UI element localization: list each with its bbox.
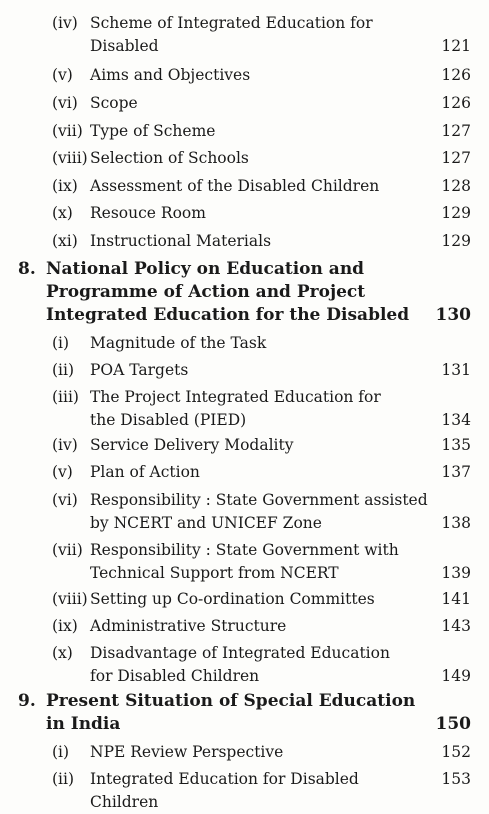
entry-number: (viii) <box>52 590 88 608</box>
chapter-number: 8. <box>18 259 36 279</box>
entry-title: Service Delivery Modality <box>90 436 294 454</box>
entry-number: (iii) <box>52 388 79 406</box>
entry-title: Selection of Schools <box>90 149 249 167</box>
chapter-title: Present Situation of Special Education in India <box>46 691 416 734</box>
toc-entry <box>0 175 489 198</box>
entry-title: Integrated Education for Disabled Children <box>90 770 359 811</box>
entry-number: (v) <box>52 66 73 84</box>
entry-title: Scope <box>90 94 138 112</box>
chapter-title: National Policy on Education and Programme of Action and Project Integrated Education for the Disabled <box>46 259 410 325</box>
entry-number: (xi) <box>52 232 78 250</box>
entry-title: NPE Review Perspective <box>90 743 284 761</box>
entry-title: Type of Scheme <box>90 122 216 140</box>
entry-page: 152 <box>441 743 471 761</box>
entry-number: (viii) <box>52 149 88 167</box>
toc-entry <box>0 539 489 585</box>
entry-title: Disadvantage of Integrated Education for Disabled Children <box>90 644 390 685</box>
chapter-number: 9. <box>18 691 36 711</box>
toc-entry <box>0 768 489 811</box>
entry-title: The Project Integrated Education for the Disabled (PIED) <box>90 388 381 429</box>
entry-page: 141 <box>441 590 471 608</box>
entry-number: (x) <box>52 204 73 222</box>
chapter-heading <box>0 258 489 327</box>
entry-page: 126 <box>441 94 471 112</box>
toc-entry <box>0 202 489 225</box>
entry-number: (vii) <box>52 541 83 559</box>
entry-number: (ii) <box>52 770 75 788</box>
entry-title: Setting up Co-ordination Committes <box>90 590 375 608</box>
entry-page: 138 <box>441 514 471 532</box>
entry-page: 129 <box>441 232 471 250</box>
entry-number: (vi) <box>52 491 78 509</box>
entry-title: Administrative Structure <box>90 617 287 635</box>
entry-page: 137 <box>441 463 471 481</box>
toc-entry <box>0 434 489 457</box>
toc-entry <box>0 461 489 484</box>
chapter-page: 130 <box>435 305 471 325</box>
entry-title: Aims and Objectives <box>90 66 251 84</box>
toc-entry <box>0 615 489 638</box>
toc-entry <box>0 642 489 688</box>
entry-number: (vi) <box>52 94 78 112</box>
toc-entry <box>0 230 489 253</box>
toc-entry <box>0 332 489 355</box>
entry-number: (x) <box>52 644 73 662</box>
entry-title: Assessment of the Disabled Children <box>90 177 380 195</box>
entry-number: (iv) <box>52 14 78 32</box>
entry-page: 128 <box>441 177 471 195</box>
entry-page: 131 <box>441 361 471 379</box>
entry-title: Scheme of Integrated Education for Disabled <box>90 14 373 55</box>
chapter-heading <box>0 690 489 736</box>
entry-page: 149 <box>441 667 471 685</box>
entry-title: Resouce Room <box>90 204 206 222</box>
toc-entry <box>0 359 489 382</box>
entry-title: Plan of Action <box>90 463 200 481</box>
entry-number: (ii) <box>52 361 75 379</box>
entry-title: Responsibility : State Government assisted by NCERT and UNICEF Zone <box>90 491 428 532</box>
entry-page: 121 <box>441 37 471 55</box>
entry-title: Responsibility : State Government with Technical Support from NCERT <box>90 541 399 582</box>
entry-title: Instructional Materials <box>90 232 272 250</box>
entry-number: (i) <box>52 334 70 352</box>
entry-number: (v) <box>52 463 73 481</box>
entry-page: 129 <box>441 204 471 222</box>
toc-entry <box>0 489 489 535</box>
toc-entry <box>0 64 489 87</box>
entry-page: 127 <box>441 149 471 167</box>
entry-title: Magnitude of the Task <box>90 334 267 352</box>
toc-entry <box>0 588 489 611</box>
entry-number: (i) <box>52 743 70 761</box>
entry-page: 135 <box>441 436 471 454</box>
entry-page: 139 <box>441 564 471 582</box>
entry-number: (iv) <box>52 436 78 454</box>
toc-entry <box>0 12 489 58</box>
entry-number: (ix) <box>52 617 78 635</box>
entry-page: 126 <box>441 66 471 84</box>
toc-entry <box>0 120 489 143</box>
entry-number: (ix) <box>52 177 78 195</box>
toc-entry <box>0 92 489 115</box>
entry-page: 127 <box>441 122 471 140</box>
entry-page: 153 <box>441 770 471 788</box>
toc-entry <box>0 741 489 764</box>
entry-title: POA Targets <box>90 361 189 379</box>
entry-number: (vii) <box>52 122 83 140</box>
toc-entry <box>0 386 489 432</box>
chapter-page: 150 <box>435 714 471 734</box>
toc-entry <box>0 147 489 170</box>
entry-page: 134 <box>441 411 471 429</box>
entry-page: 143 <box>441 617 471 635</box>
